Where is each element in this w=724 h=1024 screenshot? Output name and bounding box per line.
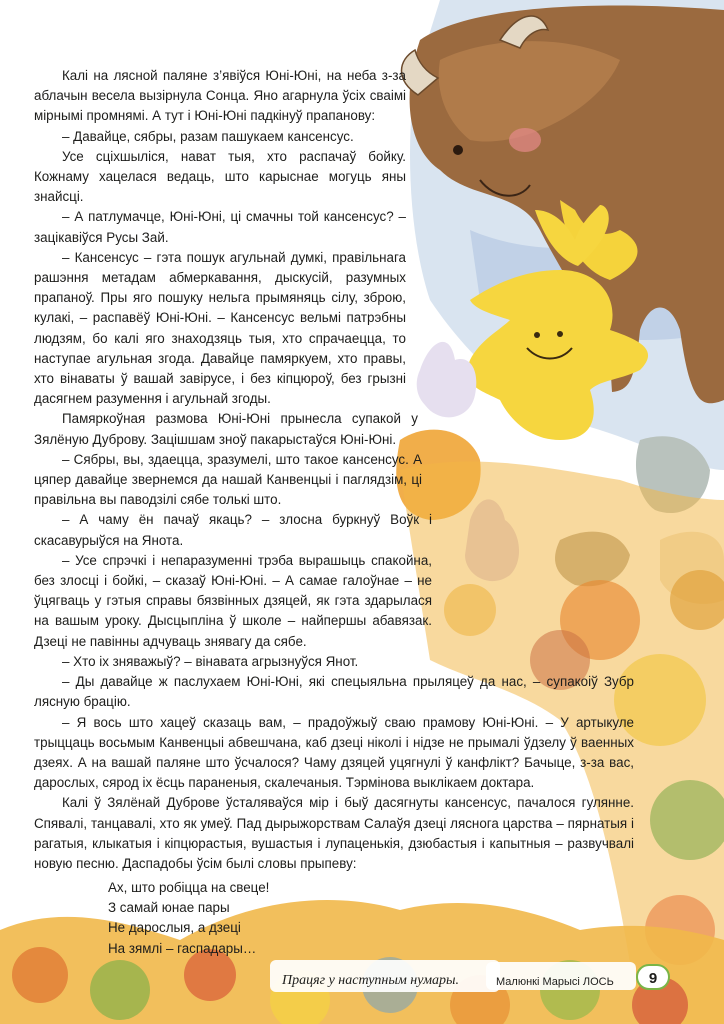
song-verse: [108, 878, 269, 959]
paragraph: – Усе спрэчкі і непаразуменні трэба вырашыць спакойна, без злосці і бойкі, – сказаў Юні-Юні. – А самае галоўнае – не ўцягваць у гэтыя справы бязвінных дзяцей, як гэта здарылася на вашым уроку. Дысцыпліна ў школе – найпершы абавязак. Дзеці не павінны адчуваць знявагу да сябе.: [34, 552, 432, 649]
paragraph: – Хто іх зняважыў? – вінавата агрызнуўся Янот.: [62, 653, 359, 669]
illustration-credit: Малюнкі Марысі ЛОСЬ: [496, 976, 614, 988]
paragraph: Памяркоўная размова Юні-Юні прынесла супакой у Зялёную Дуброву. Зацішшам зноў пакарыстаўся Юні-Юні.: [34, 411, 418, 447]
paragraph: – Я вось што хацеў сказаць вам, – прадоўжыў сваю прамову Юні-Юні. – У артыкуле трыццаць восьмым Канвенцыі абвешчана, каб дзеці ніколі і нідзе не прымалі ўдзелу ў ваенных дзеях. А на вашай паляне што ўсчалося? Чаму дзяцей уцягнулі ў канфлікт? Бачыце, з-за вас, дарослых, сярод іх ёсць параненыя, скалечаныя. Тэрмінова выклікаем доктара.: [34, 714, 634, 791]
paragraph: Усе сціхшыліся, нават тыя, хто распачаў бойку. Кожнаму хацелася ведаць, што карыснае могуць яны знайсці.: [34, 148, 406, 205]
continued-note: Працяг у наступным нумары.: [282, 973, 460, 988]
paragraph: – Давайце, сябры, разам пашукаем кансенсус.: [62, 128, 354, 144]
paragraph: – Сябры, вы, здаецца, зразумелі, што такое кансенсус. А цяпер давайце звернемся да нашай Канвенцыі і паглядзім, ці правільна вы паводзілі сябе толькі што.: [34, 451, 422, 508]
paragraph: – А чаму ён пачаў якаць? – злосна буркнуў Воўк і скасавурыўся на Янота.: [34, 512, 432, 548]
verse-line: Ах, што робіцца на свеце!: [108, 880, 270, 895]
story-text: [34, 66, 654, 874]
paragraph: – Ды давайце ж паслухаем Юні-Юні, які спецыяльна прыляцеў да нас, – супакоіў Зубр лясную брацію.: [34, 674, 634, 710]
verse-line: З самай юнае пары: [108, 900, 230, 916]
page-number: 9: [636, 964, 670, 990]
verse-line: На зямлі – гаспадары…: [108, 940, 257, 956]
paragraph: Калі на лясной паляне з’явіўся Юні-Юні, на неба з-за аблачын весела вызірнула Сонца. Яно агарнула ўсіх сваімі мірнымі промнямі. А тут і Юні-Юні падкінуў прапанову:: [34, 68, 406, 124]
paragraph: – А патлумачце, Юні-Юні, ці смачны той кансенсус? – зацікавіўся Русы Зай.: [34, 209, 406, 245]
verse-line: Не дарослыя, а дзеці: [108, 920, 241, 936]
paragraph: Калі ў Зялёнай Дуброве ўсталяваўся мір і быў дасягнуты кансенсус, пачалося гулянне. Спявалі, танцавалі, хто як умеў. Пад дырыжорствам Салаўя дзеці ляснога царства – пярнатыя і рагатыя, клыкатыя і кіпцюрастыя, вушастыя і лупаценькія, дзюбастыя і капытныя – развучвалі новую песню. Даспадобы ўсім былі словы прыпеву:: [34, 795, 634, 871]
paragraph: – Кансенсус – гэта пошук агульнай думкі, правільнага рашэння метадам абмеркавання, дыскусій, разумных прапаноў. Пры яго пошуку нельга прымяняць сілу, зброю, кулакі, – распавёў Юні-Юні. – Кансенсус вельмі патрэбны людзям, бо калі яго знаходзяць тыя, хто спрачаецца, то наступае агульная згода. Давайце памяркуем, хто правы, хто вінаваты ў вашай завірусе, і без кіпцюроў, без грызні дасягнем разумення і агульнай згоды.: [34, 249, 406, 407]
